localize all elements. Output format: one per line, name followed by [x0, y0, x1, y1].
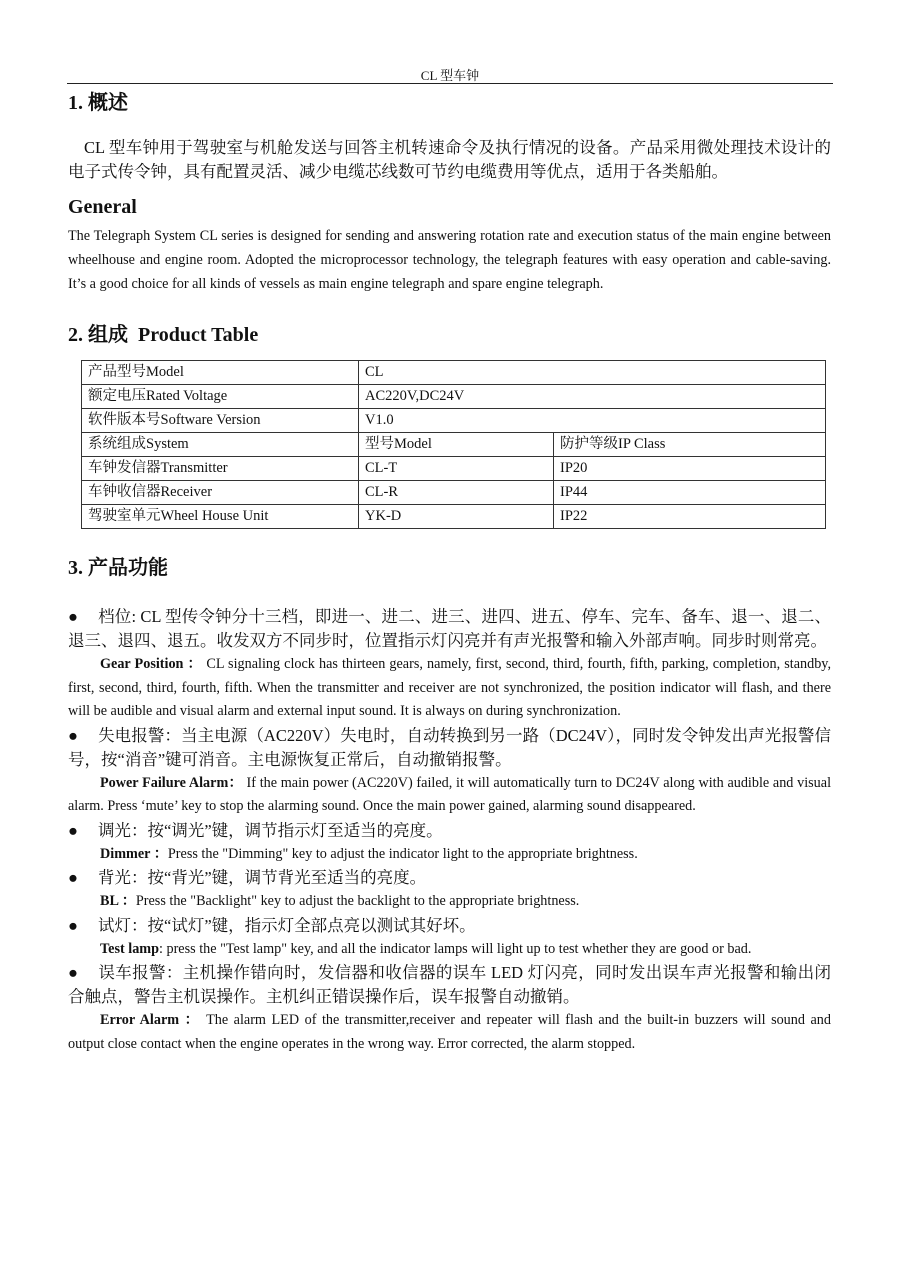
feature-en-label: Error Alarm ：	[100, 1012, 201, 1028]
feature-power-zh	[68, 724, 831, 772]
feature-backlight-zh	[68, 866, 831, 890]
feature-testlamp-en	[68, 938, 831, 962]
feature-dimmer-zh	[68, 819, 831, 843]
feature-error-en	[68, 1009, 831, 1056]
table-cell-label: 车钟收信器Receiver	[82, 481, 359, 505]
feature-en-text: Press the "Dimming" key to adjust the indicator light to the appropriate brightness.	[167, 845, 638, 862]
feature-en-text: Press the "Backlight" key to adjust the backlight to the appropriate brightness.	[135, 893, 580, 909]
table-row	[82, 361, 826, 385]
bullet-icon: ●	[68, 915, 78, 935]
table-cell-label: 驾驶室单元Wheel House Unit	[82, 505, 359, 529]
feature-en-text: CL signaling clock has thirteen gears, namely, first, second, third, fourth, fifth, parking, completion, standby, first, second, third, fourth, fifth. When the transmitter and receiver are not synchronized, the position indicator will flash, and there will be audible and visual alarm and external input sound. It is always on during synchronization.	[68, 656, 831, 719]
feature-en-text: The alarm LED of the transmitter,receiver and repeater will flash and the built-in buzzers will sound and output close contact when the engine operates in the wrong way. Error corrected, the alarm stopped.	[68, 1012, 831, 1052]
feature-testlamp-zh	[68, 914, 831, 938]
feature-zh-text: 背光：按“背光”键，调节背光至适当的亮度。	[98, 868, 427, 887]
document-body	[68, 86, 831, 1056]
table-cell-ip: IP22	[554, 505, 826, 529]
feature-error-zh	[68, 961, 831, 1009]
table-row	[82, 481, 826, 505]
general-en-paragraph: The Telegraph System CL series is designed for sending and answering rotation rate and execution status of the main engine between wheelhouse and engine room. Adopted the microprocessor technology, the telegraph features with easy operation and cable-saving. It’s a good choice for all kinds of vessels as main engine telegraph and spare engine telegraph.	[68, 228, 831, 292]
table-row	[82, 457, 826, 481]
feature-gear-zh	[68, 605, 831, 653]
table-row	[82, 385, 826, 409]
table-cell-value: AC220V,DC24V	[359, 385, 826, 409]
bullet-icon: ●	[68, 607, 78, 626]
table-cell-label: 软件版本号Software Version	[82, 409, 359, 433]
product-table-heading: 2. 组成 Product Table	[68, 324, 259, 346]
table-cell-label: 额定电压Rated Voltage	[82, 385, 359, 409]
bullet-icon: ●	[68, 868, 78, 887]
feature-zh-text: 调光：按“调光”键，调节指示灯至适当的亮度。	[98, 820, 443, 840]
table-row	[82, 409, 826, 433]
table-row	[82, 505, 826, 529]
product-table	[81, 360, 826, 529]
table-cell-ip: IP20	[554, 457, 826, 481]
table-cell-label: 车钟发信器Transmitter	[82, 457, 359, 481]
overview-heading: 1. 概述	[68, 92, 128, 114]
header-divider	[67, 83, 833, 84]
table-cell-model: YK-D	[359, 505, 554, 529]
table-cell-label: 产品型号Model	[82, 361, 359, 385]
feature-zh-text: 误车报警：主机操作错向时，发信器和收信器的误车 LED 灯闪亮，同时发出误车声光报警和输出闭合触点，警告主机误操作。主机纠正错误操作后，误车报警自动撤销。	[68, 963, 831, 1006]
feature-gear-en	[68, 653, 831, 724]
table-cell-label: 系统组成System	[82, 433, 359, 457]
table-row	[82, 433, 826, 457]
feature-en-label: Power Failure Alarm：	[100, 774, 243, 791]
feature-en-text: : press the "Test lamp" key, and all the indicator lamps will light up to test whether they are good or bad.	[159, 940, 752, 957]
feature-en-label: BL ：	[100, 893, 136, 909]
feature-en-text: If the main power (AC220V) failed, it will automatically turn to DC24V along with audible and visual alarm. Press ‘mute’ key to stop the alarming sound. Once the main power gained, alarming sound disappeared.	[68, 774, 832, 814]
functions-heading: 3. 产品功能	[68, 557, 168, 579]
bullet-icon: ●	[68, 725, 78, 745]
feature-zh-text: 试灯：按“试灯”键，指示灯全部点亮以测试其好坏。	[98, 915, 476, 935]
page-header-title: CL 型车钟	[420, 68, 480, 83]
feature-zh-text: 失电报警：当主电源（AC220V）失电时，自动转换到另一路（DC24V），同时发令钟发出声光报警信号，按“消音”键可消音。主电源恢复正常后，自动撤销报警。	[68, 725, 831, 769]
table-cell-ip: IP44	[554, 481, 826, 505]
feature-power-en	[68, 772, 831, 819]
bullet-icon: ●	[68, 820, 78, 840]
feature-en-label: Gear Position ：	[100, 656, 203, 672]
feature-en-label: Dimmer ：	[100, 845, 168, 862]
table-cell-model: CL-R	[359, 481, 554, 505]
feature-dimmer-en	[68, 843, 831, 867]
feature-en-label: Test lamp	[100, 940, 159, 957]
overview-zh-paragraph: CL 型车钟用于驾驶室与机舱发送与回答主机转速命令及执行情况的设备。产品采用微处理技术设计的电子式传令钟，具有配置灵活、减少电缆芯线数可节约电缆费用等优点，适用于各类船舶。	[68, 138, 831, 181]
general-heading: General	[68, 196, 137, 218]
bullet-icon: ●	[68, 963, 78, 982]
table-cell-model-header: 型号Model	[359, 433, 554, 457]
table-cell-ip-header: 防护等级IP Class	[554, 433, 826, 457]
table-cell-model: CL-T	[359, 457, 554, 481]
feature-backlight-en	[68, 890, 831, 914]
table-cell-value: V1.0	[359, 409, 826, 433]
feature-zh-text: 档位: CL 型传令钟分十三档，即进一、进二、进三、进四、进五、停车、完车、备车、退一、退二、退三、退四、退五。收发双方不同步时，位置指示灯闪亮并有声光报警和输入外部声响。同步时则常亮。	[68, 607, 831, 650]
table-cell-value: CL	[359, 361, 826, 385]
